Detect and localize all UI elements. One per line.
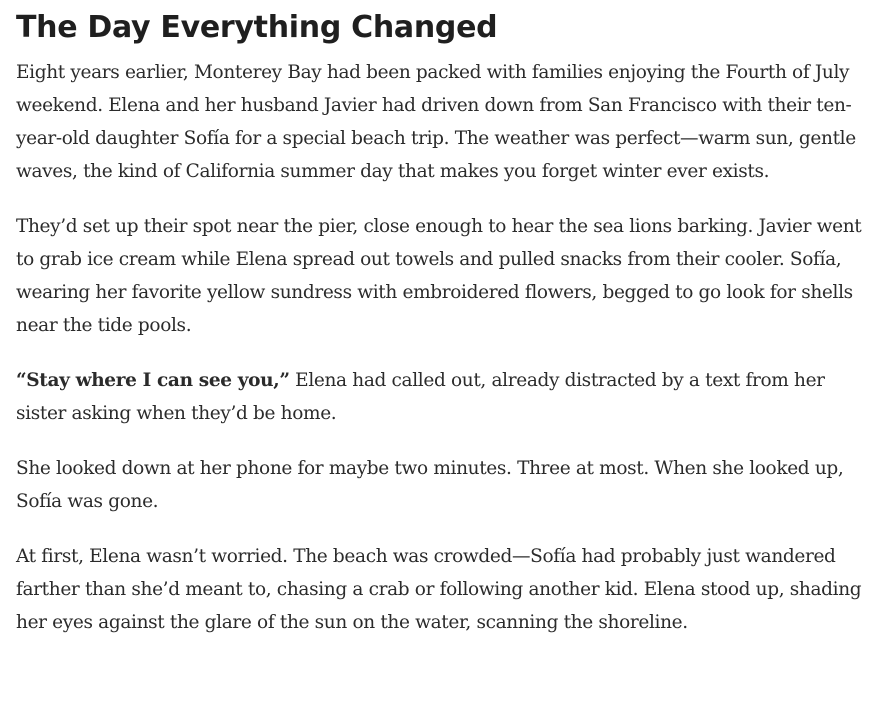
section-heading: The Day Everything Changed <box>16 10 498 45</box>
dialogue-quote: “Stay where I can see you,” <box>16 370 290 391</box>
paragraph-2: They’d set up their spot near the pier, close enough to hear the sea lions barking. Javier went to grab ice cream while Elena spread out towels and pulled snacks from their cooler. Sofía, wearing her favorite yellow sundress with embroidered flowers, begged to go look for shells near the tide pools. <box>16 216 862 336</box>
paragraph-3 <box>16 364 872 430</box>
paragraph-5: At first, Elena wasn’t worried. The beach was crowded—Sofía had probably just wandered farther than she’d meant to, chasing a crab or following another kid. Elena stood up, shading her eyes against the glare of the sun on the water, scanning the shoreline. <box>16 546 862 633</box>
paragraph-1: Eight years earlier, Monterey Bay had been packed with families enjoying the Fourth of July weekend. Elena and her husband Javier had driven down from San Francisco with their ten-year-old daughter Sofía for a special beach trip. The weather was perfect—warm sun, gentle waves, the kind of California summer day that makes you forget winter ever exists. <box>16 62 856 182</box>
paragraph-4: She looked down at her phone for maybe two minutes. Three at most. When she looked up, Sofía was gone. <box>16 458 844 512</box>
paragraph-3-text: Elena had called out, already distracted by a text from her sister asking when they’d be home. <box>16 370 825 424</box>
